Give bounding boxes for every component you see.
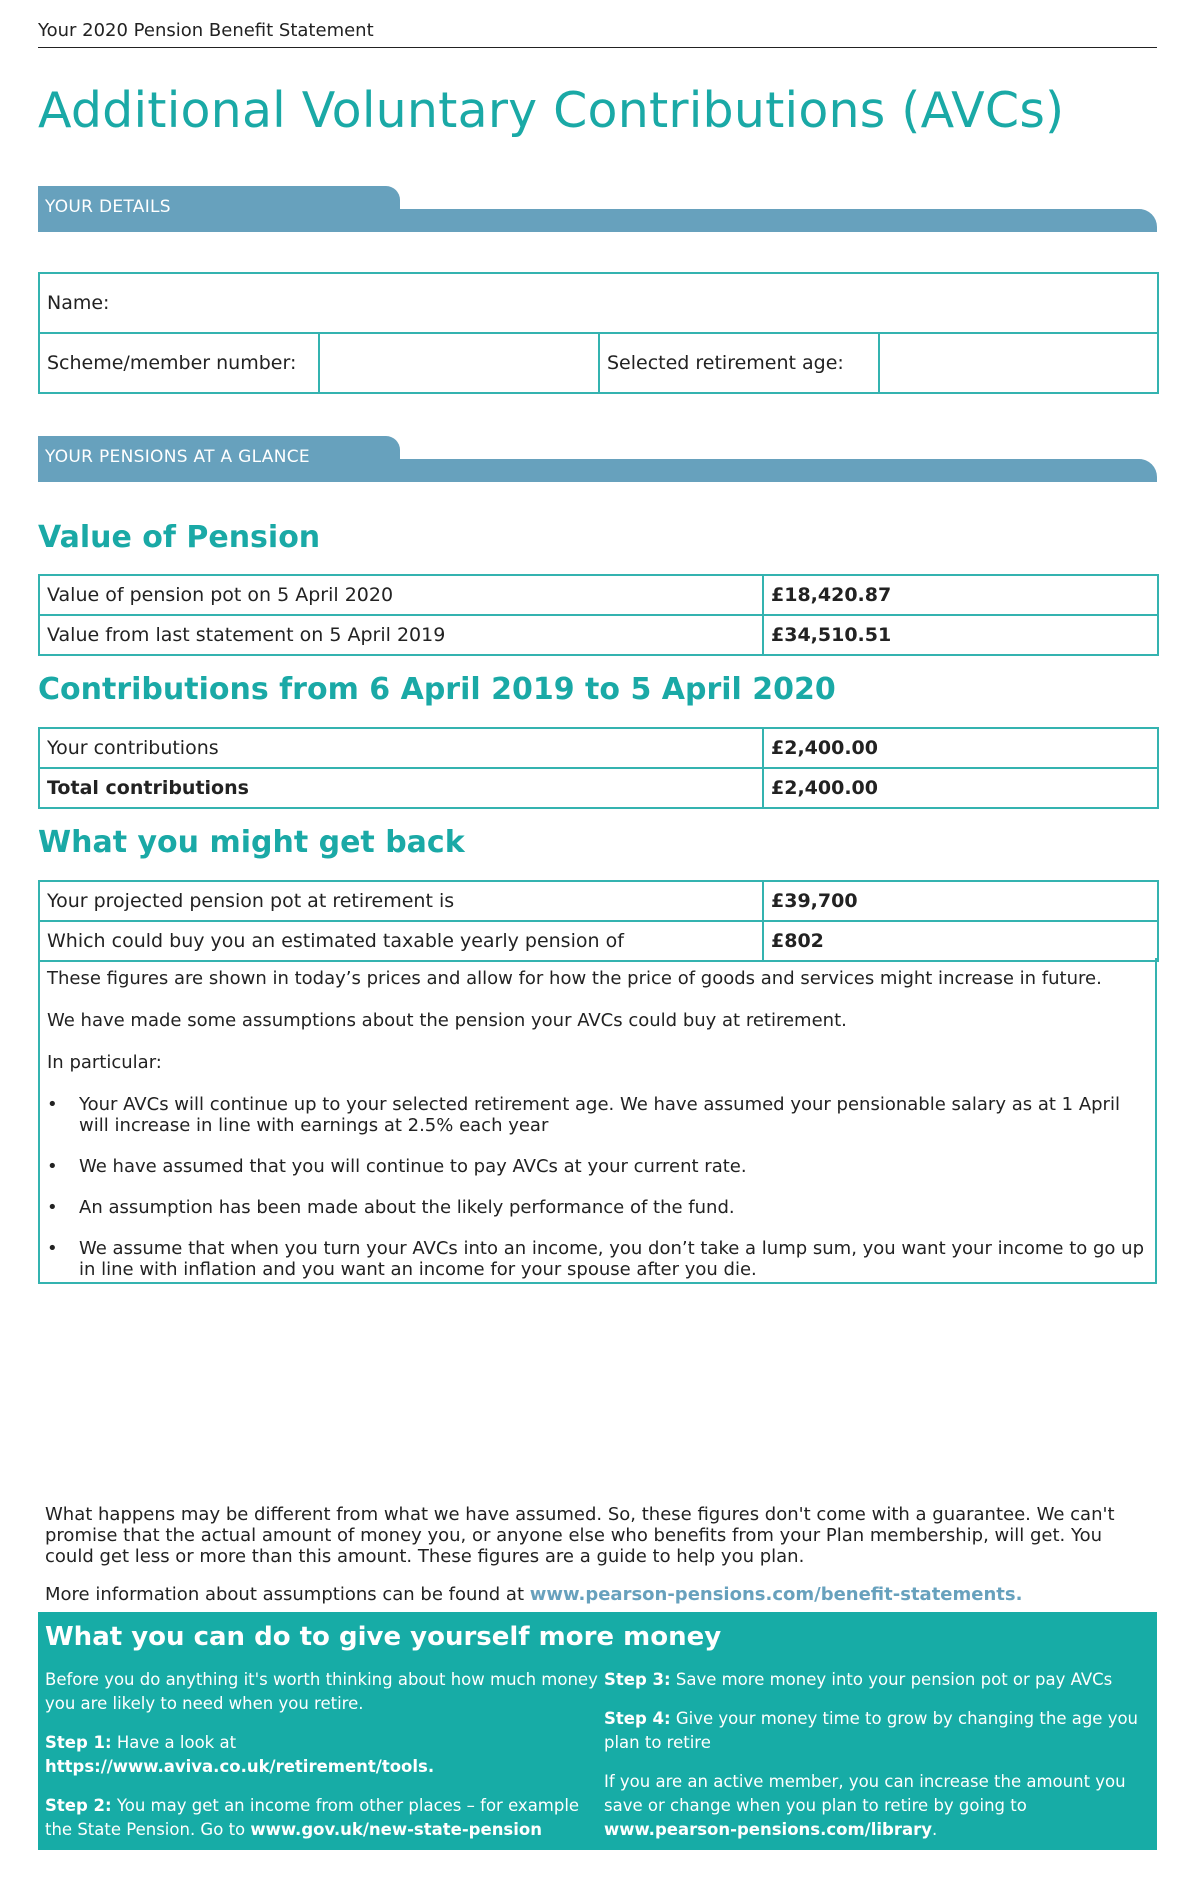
note-paragraph: These figures are shown in today’s prices and allow for how the price of goods and services might increase in future. [47,968,1102,989]
row-value: £39,700 [763,881,1158,921]
section-label: YOUR PENSIONS AT A GLANCE [45,447,310,467]
more-money-panel [38,1612,1157,1850]
retirement-age-value [879,333,1158,393]
bullet-icon: • [47,1094,58,1115]
list-item [47,1197,1148,1218]
step-label: Step 2: [45,1796,112,1815]
more-info [45,1584,1155,1605]
step-text: Have a look at [111,1733,237,1752]
table-row [39,768,1158,808]
step-4 [604,1707,1149,1755]
table-row [39,273,1158,333]
get-back-table [38,880,1159,962]
table-row [39,333,1158,393]
active-member-text: If you are an active member, you can increase the amount you save or change when you plan to retire by going to [604,1772,1126,1815]
name-cell [39,273,1158,333]
section-label: YOUR DETAILS [45,197,171,217]
note-paragraph: In particular: [47,1052,162,1073]
step-text: Give your money time to grow by changing the age you plan to retire [604,1709,1139,1752]
table-row [39,615,1158,655]
row-label: Your projected pension pot at retirement is [39,881,763,921]
contributions-table [38,727,1159,809]
scheme-label: Scheme/member number: [39,333,319,393]
row-value: £34,510.51 [763,615,1158,655]
cta-intro: Before you do anything it's worth thinking about how much money you are likely to need when you retire. [45,1670,598,1713]
retirement-age-label: Selected retirement age: [599,333,879,393]
aviva-tools-link[interactable]: https://www.aviva.co.uk/retirement/tools. [45,1757,435,1776]
list-item [47,1238,1148,1280]
table-row [39,575,1158,615]
name-label: Name: [47,292,110,314]
active-member-end: . [932,1820,938,1839]
more-info-text: More information about assumptions can be found at [45,1584,530,1605]
bullet-icon: • [47,1197,58,1218]
bullet-icon: • [47,1156,58,1177]
active-member-note [604,1770,1149,1842]
row-label: Your contributions [39,728,763,768]
list-item-text: We have assumed that you will continue to pay AVCs at your current rate. [79,1156,747,1177]
page-title: Additional Voluntary Contributions (AVCs) [38,82,1065,139]
table-row [39,728,1158,768]
list-item [47,1094,1148,1136]
bullet-icon: • [47,1238,58,1259]
assumptions-box [38,958,1157,1284]
row-label: Which could buy you an estimated taxable yearly pension of [39,921,763,961]
row-value: £802 [763,921,1158,961]
step-label: Step 1: [45,1733,112,1752]
running-header: Your 2020 Pension Benefit Statement [38,20,1157,48]
step-label: Step 3: [604,1670,671,1689]
step-2 [45,1794,600,1842]
get-back-heading: What you might get back [38,825,465,860]
step-text: Save more money into your pension pot or pay AVCs [670,1670,1113,1689]
table-row [39,881,1158,921]
step-label: Step 4: [604,1709,671,1728]
list-item [47,1156,1148,1177]
list-item-text: An assumption has been made about the likely performance of the fund. [79,1197,735,1218]
step-3 [604,1668,1149,1692]
benefit-statements-link[interactable]: www.pearson-pensions.com/benefit-statements. [529,1584,1023,1605]
row-value: £18,420.87 [763,575,1158,615]
list-item-text: We assume that when you turn your AVCs into an income, you don’t take a lump sum, you want your income to go up in line with inflation and you want an income for your spouse after you die. [79,1238,1144,1280]
details-table [38,272,1159,394]
more-money-left-column [45,1668,600,1857]
row-label: Value of pension pot on 5 April 2020 [39,575,763,615]
library-link[interactable]: www.pearson-pensions.com/library [604,1820,932,1839]
note-paragraph: We have made some assumptions about the pension your AVCs could buy at retirement. [47,1010,847,1031]
row-label: Total contributions [39,768,763,808]
section-header-pensions-at-a-glance [38,436,1157,482]
disclaimer-text: What happens may be different from what we have assumed. So, these figures don't come with a guarantee. We can't promise that the actual amount of money you, or anyone else who benefits from your Plan membership, will get. You could get less or more than this amount. These figures are a guide to help you plan. [45,1504,1115,1567]
tab-bar [38,209,1157,232]
step-1 [45,1731,600,1779]
list-item-text: Your AVCs will continue up to your selected retirement age. We have assumed your pensionable salary as at 1 April will increase in line with earnings at 2.5% each year [79,1094,1120,1136]
disclaimer [45,1504,1155,1622]
more-money-heading: What you can do to give yourself more money [45,1622,722,1652]
assumptions-list [47,1094,1148,1280]
value-of-pension-heading: Value of Pension [38,520,321,555]
section-header-your-details [38,186,1157,232]
state-pension-link[interactable]: www.gov.uk/new-state-pension [250,1820,542,1839]
row-value: £2,400.00 [763,728,1158,768]
more-money-right-column [604,1668,1149,1857]
step-text: You may get an income from other places – for example the State Pension. Go to [45,1796,580,1839]
table-row [39,921,1158,961]
row-label: Value from last statement on 5 April 2019 [39,615,763,655]
value-of-pension-table [38,574,1159,656]
scheme-value [319,333,599,393]
row-value: £2,400.00 [763,768,1158,808]
contributions-heading: Contributions from 6 April 2019 to 5 April 2020 [38,672,836,707]
